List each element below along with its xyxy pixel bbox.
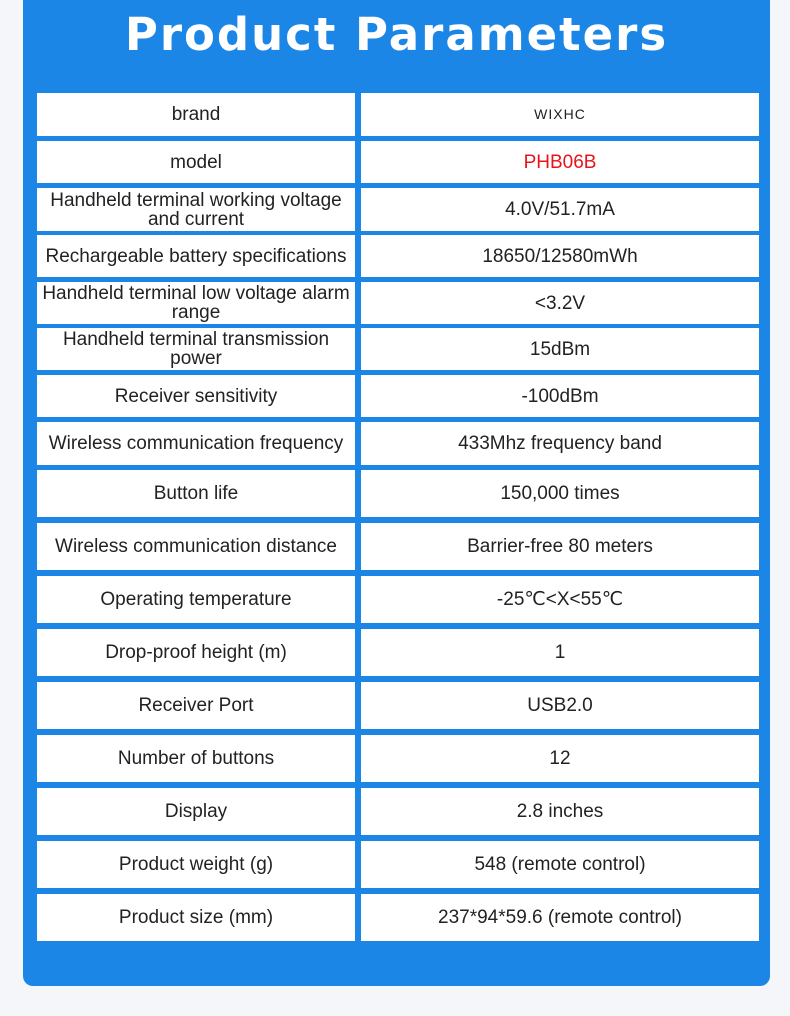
param-value: Barrier-free 80 meters xyxy=(361,523,759,570)
table-row xyxy=(37,422,759,465)
param-name: Receiver Port xyxy=(37,682,355,729)
page-title: Product Parameters xyxy=(124,8,669,61)
param-name: Receiver sensitivity xyxy=(37,375,355,417)
table-row xyxy=(37,841,759,888)
param-name: model xyxy=(37,141,355,183)
param-name: Product size (mm) xyxy=(37,894,355,941)
table-row xyxy=(37,328,759,370)
table-row xyxy=(37,235,759,277)
param-value: USB2.0 xyxy=(361,682,759,729)
table-row xyxy=(37,141,759,183)
param-value: WIXHC xyxy=(361,93,759,136)
param-name: Drop-proof height (m) xyxy=(37,629,355,676)
param-value-model: PHB06B xyxy=(361,141,759,183)
table-row xyxy=(37,523,759,570)
param-name: Handheld terminal transmission power xyxy=(37,328,355,370)
param-value: <3.2V xyxy=(361,282,759,324)
param-value: 237*94*59.6 (remote control) xyxy=(361,894,759,941)
param-value: 150,000 times xyxy=(361,470,759,517)
table-row xyxy=(37,894,759,941)
table-row xyxy=(37,375,759,417)
param-name: Display xyxy=(37,788,355,835)
table-row xyxy=(37,93,759,136)
param-name: Wireless communication distance xyxy=(37,523,355,570)
table-row xyxy=(37,282,759,324)
table-row xyxy=(37,788,759,835)
param-value: 433Mhz frequency band xyxy=(361,422,759,465)
param-value: 12 xyxy=(361,735,759,782)
param-value: -100dBm xyxy=(361,375,759,417)
param-name: Number of buttons xyxy=(37,735,355,782)
param-value: 15dBm xyxy=(361,328,759,370)
param-name: Wireless communication frequency xyxy=(37,422,355,465)
param-name: Button life xyxy=(37,470,355,517)
table-row xyxy=(37,470,759,517)
table-row xyxy=(37,629,759,676)
param-name: Rechargeable battery specifications xyxy=(37,235,355,277)
param-value: 18650/12580mWh xyxy=(361,235,759,277)
param-value: 548 (remote control) xyxy=(361,841,759,888)
param-name: Product weight (g) xyxy=(37,841,355,888)
param-value: 4.0V/51.7mA xyxy=(361,188,759,231)
table-row xyxy=(37,188,759,231)
table-row xyxy=(37,576,759,623)
param-value: -25℃<X<55℃ xyxy=(361,576,759,623)
param-name: Handheld terminal working voltage and current xyxy=(37,188,355,231)
param-value: 2.8 inches xyxy=(361,788,759,835)
param-name: Operating temperature xyxy=(37,576,355,623)
table-row xyxy=(37,682,759,729)
param-value: 1 xyxy=(361,629,759,676)
table-row xyxy=(37,735,759,782)
param-name: Handheld terminal low voltage alarm range xyxy=(37,282,355,324)
param-name: brand xyxy=(37,93,355,136)
